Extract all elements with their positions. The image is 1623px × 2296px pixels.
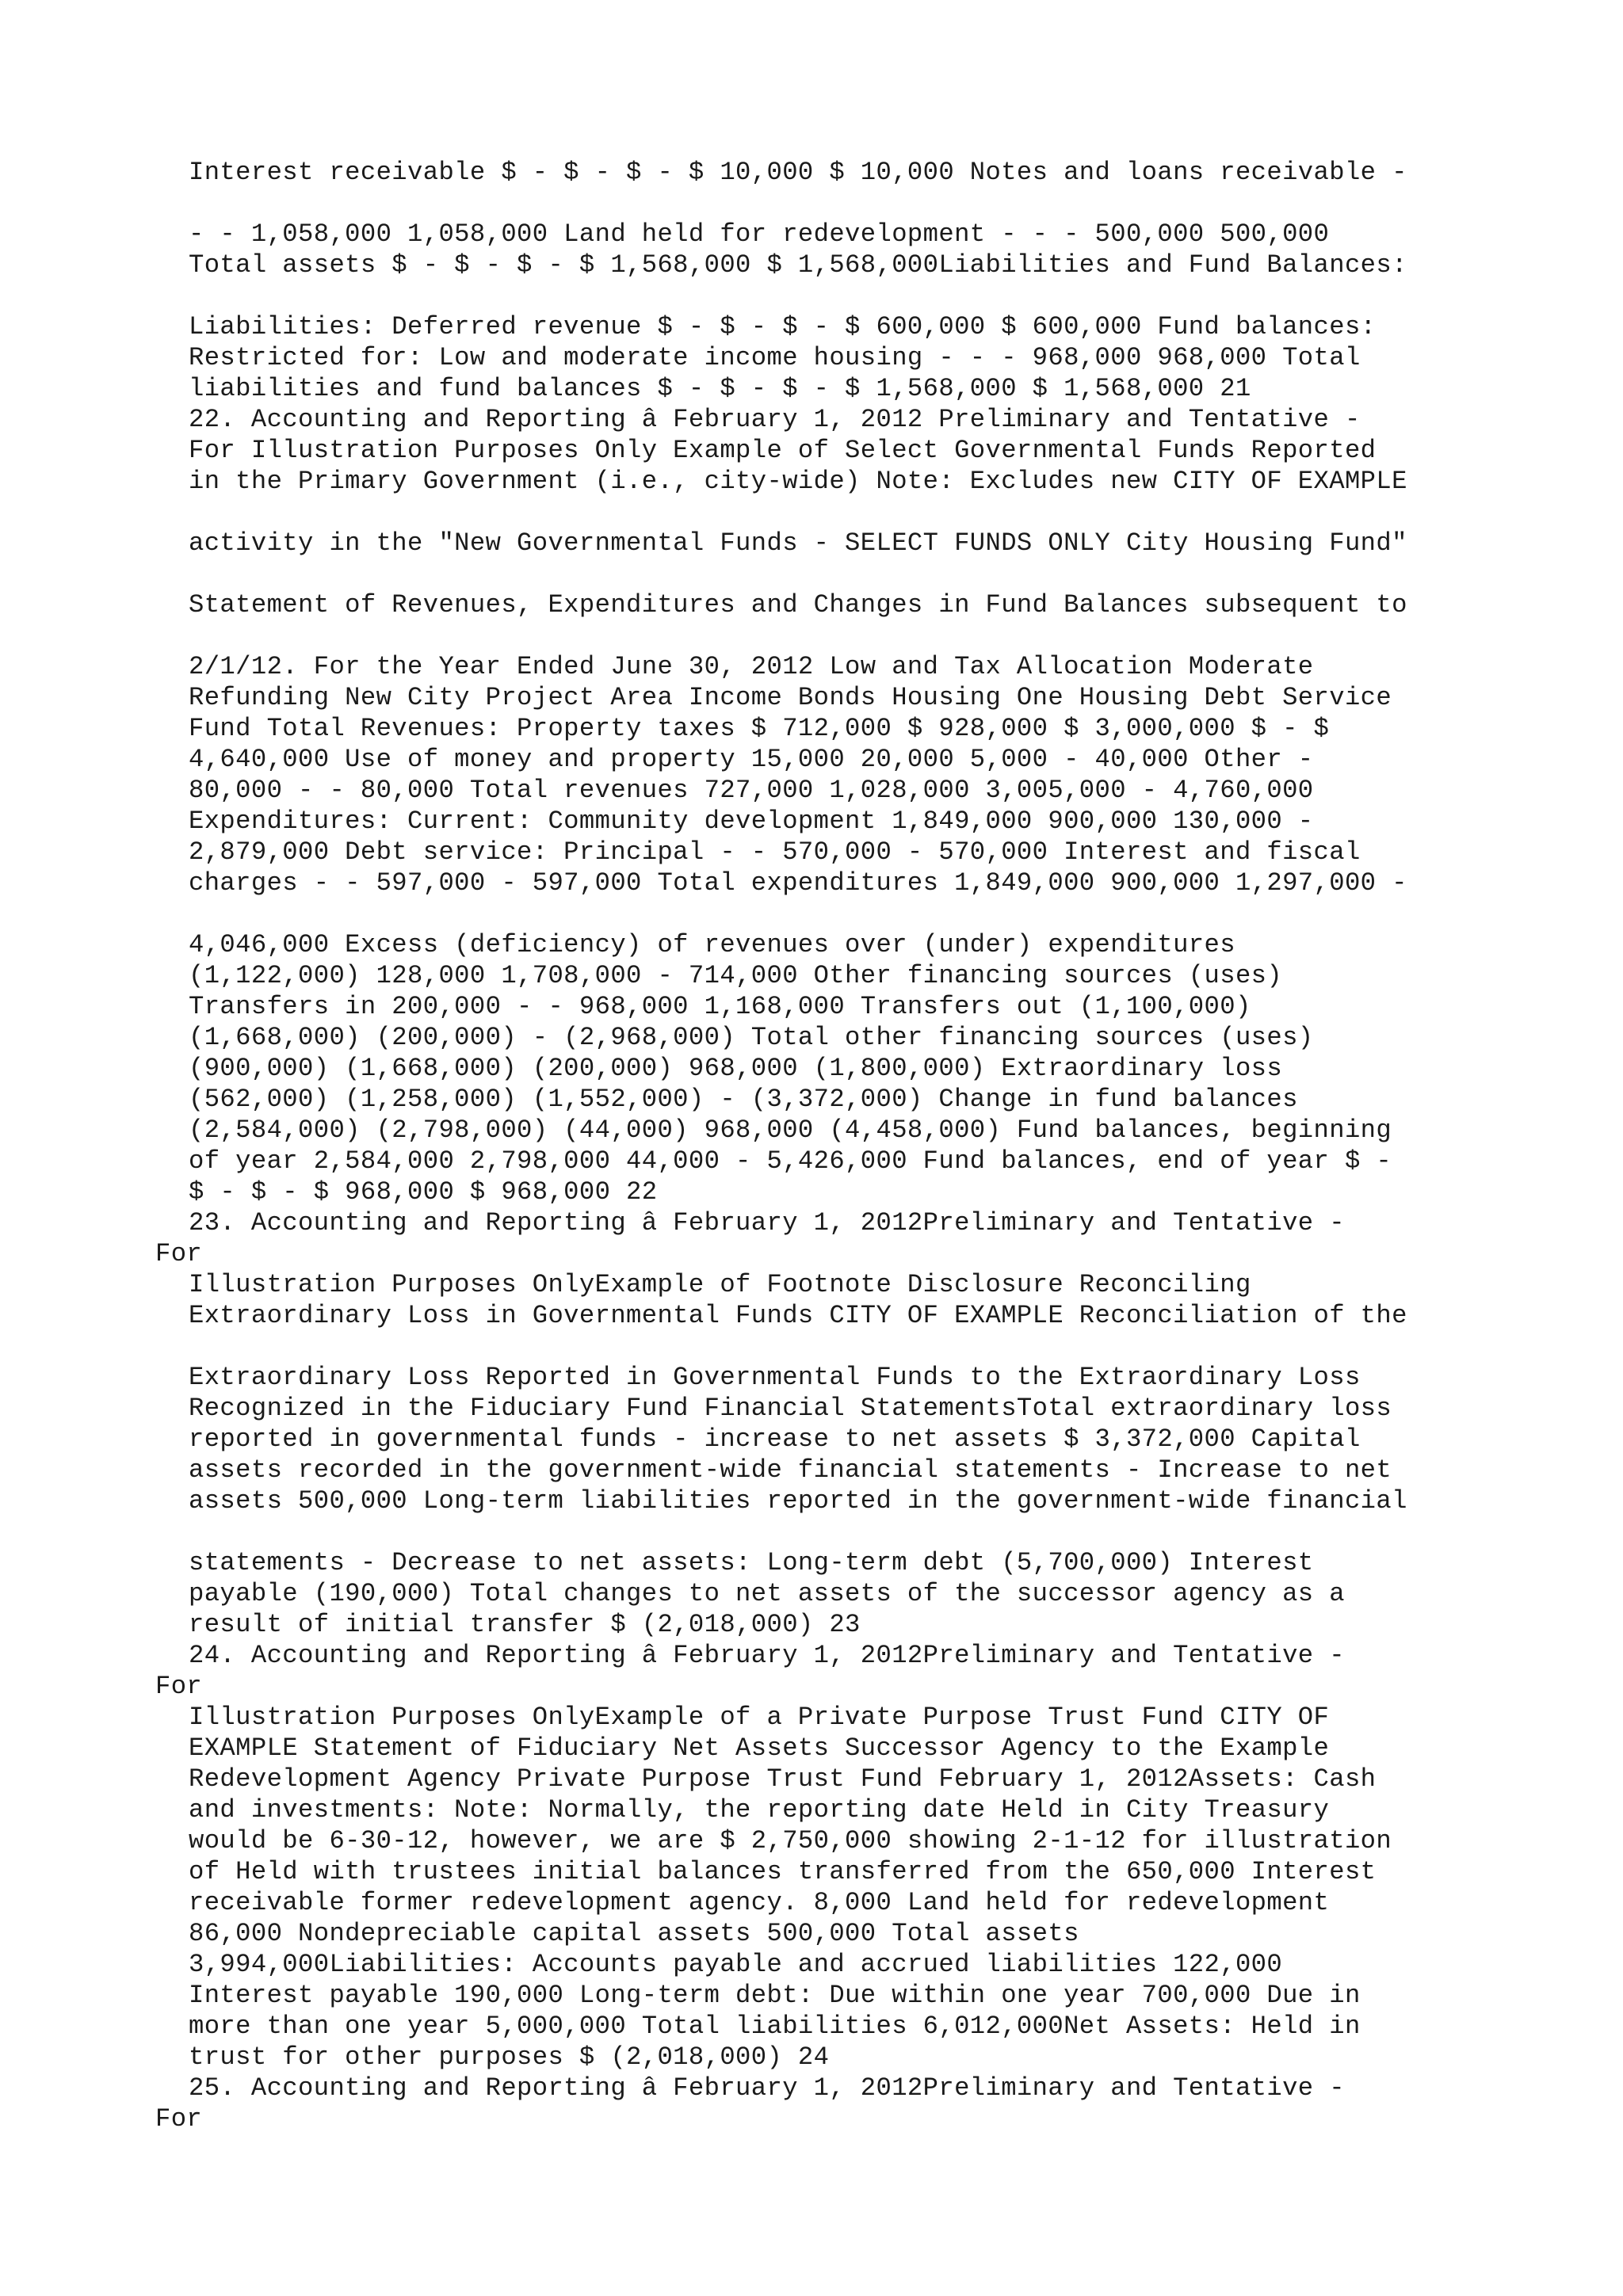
- text-line: (562,000) (1,258,000) (1,552,000) - (3,372,000) Change in fund balances: [189, 1085, 1298, 1114]
- text-line: would be 6-30-12, however, we are $ 2,750,000 showing 2-1-12 for illustration: [189, 1826, 1392, 1855]
- text-line: 80,000 - - 80,000 Total revenues 727,000 1,028,000 3,005,000 - 4,760,000: [189, 776, 1314, 805]
- text-line: Statement of Revenues, Expenditures and Changes in Fund Balances subsequent to: [189, 590, 1407, 620]
- text-line: (1,122,000) 128,000 1,708,000 - 714,000 Other financing sources (uses): [189, 961, 1283, 990]
- text-line: payable (190,000) Total changes to net assets of the successor agency as a: [189, 1579, 1345, 1608]
- text-line: charges - - 597,000 - 597,000 Total expenditures 1,849,000 900,000 1,297,000 -: [189, 868, 1407, 898]
- text-line: 4,046,000 Excess (deficiency) of revenues over (under) expenditures: [189, 930, 1235, 959]
- text-line: 2/1/12. For the Year Ended June 30, 2012 Low and Tax Allocation Moderate: [189, 652, 1314, 681]
- text-line: assets 500,000 Long-term liabilities reported in the government-wide financial: [189, 1486, 1407, 1516]
- text-line: 25. Accounting and Reporting â February 1, 2012Preliminary and Tentative -: [189, 2073, 1345, 2103]
- text-line: reported in governmental funds - increase to net assets $ 3,372,000 Capital: [189, 1425, 1361, 1454]
- text-line: (2,584,000) (2,798,000) (44,000) 968,000 (4,458,000) Fund balances, beginning: [189, 1116, 1392, 1145]
- text-line: 23. Accounting and Reporting â February 1, 2012Preliminary and Tentative -: [189, 1208, 1345, 1238]
- text-line: Illustration Purposes OnlyExample of a Private Purpose Trust Fund CITY OF: [189, 1703, 1330, 1732]
- text-line: EXAMPLE Statement of Fiduciary Net Assets Successor Agency to the Example: [189, 1733, 1330, 1763]
- text-line: Fund Total Revenues: Property taxes $ 712,000 $ 928,000 $ 3,000,000 $ - $: [189, 714, 1330, 743]
- text-line: assets recorded in the government-wide financial statements - Increase to net: [189, 1455, 1392, 1485]
- text-line: For: [155, 1239, 203, 1268]
- text-line: Extraordinary Loss Reported in Governmental Funds to the Extraordinary Loss: [189, 1363, 1361, 1392]
- text-line: Total assets $ - $ - $ - $ 1,568,000 $ 1,568,000Liabilities and Fund Balances:: [189, 250, 1407, 280]
- text-line: statements - Decrease to net assets: Long-term debt (5,700,000) Interest: [189, 1548, 1314, 1577]
- text-line: and investments: Note: Normally, the reporting date Held in City Treasury: [189, 1795, 1330, 1825]
- text-line: For: [155, 2104, 203, 2134]
- text-line: $ - $ - $ 968,000 $ 968,000 22: [189, 1177, 658, 1207]
- text-line: in the Primary Government (i.e., city-wide) Note: Excludes new CITY OF EXAMPLE: [189, 467, 1407, 496]
- text-line: Illustration Purposes OnlyExample of Footnote Disclosure Reconciling: [189, 1270, 1251, 1299]
- text-line: Extraordinary Loss in Governmental Funds CITY OF EXAMPLE Reconciliation of the: [189, 1301, 1407, 1330]
- text-line: Interest payable 190,000 Long-term debt: Due within one year 700,000 Due in: [189, 1981, 1361, 2010]
- text-line: result of initial transfer $ (2,018,000) 23: [189, 1610, 861, 1639]
- text-line: 24. Accounting and Reporting â February 1, 2012Preliminary and Tentative -: [189, 1641, 1345, 1670]
- text-line: trust for other purposes $ (2,018,000) 24: [189, 2042, 830, 2072]
- text-line: Refunding New City Project Area Income Bonds Housing One Housing Debt Service: [189, 683, 1392, 712]
- text-line: Interest receivable $ - $ - $ - $ 10,000 $ 10,000 Notes and loans receivable -: [189, 158, 1407, 187]
- text-line: more than one year 5,000,000 Total liabilities 6,012,000Net Assets: Held in: [189, 2012, 1361, 2041]
- text-line: activity in the "New Governmental Funds - SELECT FUNDS ONLY City Housing Fund": [189, 528, 1407, 558]
- text-line: - - 1,058,000 1,058,000 Land held for redevelopment - - - 500,000 500,000: [189, 219, 1330, 249]
- text-line: Redevelopment Agency Private Purpose Trust Fund February 1, 2012Assets: Cash: [189, 1764, 1377, 1794]
- text-line: Restricted for: Low and moderate income housing - - - 968,000 968,000 Total: [189, 343, 1361, 372]
- text-line: For Illustration Purposes Only Example of Select Governmental Funds Reported: [189, 436, 1377, 465]
- text-line: liabilities and fund balances $ - $ - $ - $ 1,568,000 $ 1,568,000 21: [189, 374, 1251, 403]
- text-line: For: [155, 1672, 203, 1701]
- text-line: of Held with trustees initial balances transferred from the 650,000 Interest: [189, 1857, 1377, 1886]
- text-line: 22. Accounting and Reporting â February 1, 2012 Preliminary and Tentative -: [189, 405, 1361, 434]
- text-line: (1,668,000) (200,000) - (2,968,000) Total other financing sources (uses): [189, 1023, 1314, 1052]
- text-line: receivable former redevelopment agency. 8,000 Land held for redevelopment: [189, 1888, 1330, 1917]
- text-line: 4,640,000 Use of money and property 15,000 20,000 5,000 - 40,000 Other -: [189, 745, 1314, 774]
- text-line: 86,000 Nondepreciable capital assets 500,000 Total assets: [189, 1919, 1079, 1948]
- text-line: Expenditures: Current: Community development 1,849,000 900,000 130,000 -: [189, 807, 1314, 836]
- text-line: (900,000) (1,668,000) (200,000) 968,000 (1,800,000) Extraordinary loss: [189, 1054, 1283, 1083]
- text-line: 3,994,000Liabilities: Accounts payable and accrued liabilities 122,000: [189, 1950, 1283, 1979]
- text-line: of year 2,584,000 2,798,000 44,000 - 5,426,000 Fund balances, end of year $ -: [189, 1146, 1392, 1176]
- text-line: Transfers in 200,000 - - 968,000 1,168,000 Transfers out (1,100,000): [189, 992, 1251, 1021]
- text-line: Recognized in the Fiduciary Fund Financial StatementsTotal extraordinary loss: [189, 1394, 1392, 1423]
- text-line: Liabilities: Deferred revenue $ - $ - $ - $ 600,000 $ 600,000 Fund balances:: [189, 312, 1377, 341]
- text-line: 2,879,000 Debt service: Principal - - 570,000 - 570,000 Interest and fiscal: [189, 837, 1361, 867]
